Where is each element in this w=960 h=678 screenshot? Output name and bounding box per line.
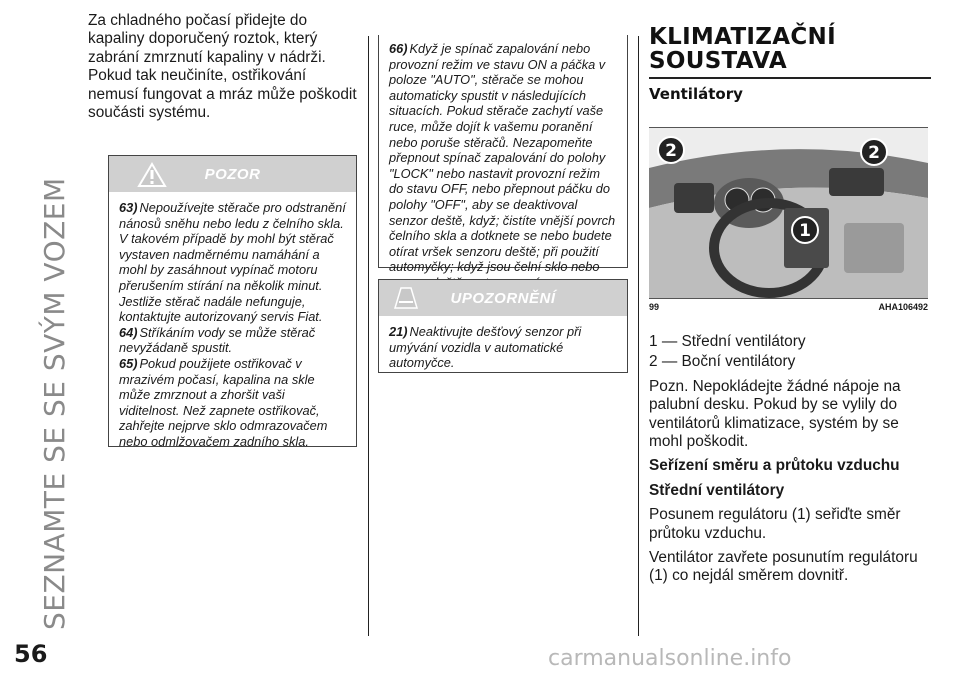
warning-item: 64) Stříkáním vody se může stěrač nevyžádaně spustit. xyxy=(119,324,316,356)
callout-2-left-icon xyxy=(657,136,685,164)
warning-box-body xyxy=(109,192,356,456)
subsection-title: Ventilátory xyxy=(649,85,743,103)
warning-item: 65) Pokud použijete ostřikovač v mrazivém počasí, kapalina na skle může zmrznout a zhoršit vaši viditelnost. Než zapnete ostřikovač, zahřejte nejprve sklo odmrazovačem nebo odmlžovačem zadního skla. xyxy=(119,355,328,449)
section-title-line-2: SOUSTAVA xyxy=(649,48,787,74)
note-box xyxy=(378,35,628,275)
intro-paragraph: Za chladného počasí přidejte do kapaliny doporučený roztok, který zabrání zmrznutí kapaliny v nádrži. Pokud tak neučiníte, ostřikování nemusí fungovat a mráz může poškodit součásti systému. xyxy=(88,12,357,122)
svg-text:1: 1 xyxy=(799,221,811,241)
warning-item: 63) Nepoužívejte stěrače pro odstranění nánosů sněhu nebo ledu z čelního skla. V takovém případě by mohl být stěrač vystaven nadměrnému namáhání a mohl by zasáhnout vypínač motoru přerušením stírání na několik minut. Jestliže stěrač nadále nefunguje, kontaktujte autorizovaný servis Fiat. xyxy=(119,200,346,325)
title-rule xyxy=(649,77,931,79)
column-3 xyxy=(649,25,931,103)
column-divider-1 xyxy=(368,36,369,636)
svg-text:2: 2 xyxy=(665,141,677,161)
note-item: 66) Když je spínač zapalování nebo provozní režim ve stavu ON a páčka v poloze "AUTO", stěrače se mohou automaticky spustit v následujících situacích. Pokud stěrače zachytí vaše ruce, může dojít k vašemu poranění nebo poruše stěračů. Nezapomeňte přepnout spínač zapalování do polohy "LOCK" nebo nastavit provozní režim do stavu OFF, nebo přepnout páčku do polohy "OFF", aby se deaktivoval senzor deště, když; čistíte vnější povrch čelního skla a dotknete se nebo budete otírat vršek senzoru deště; při použití automyčky; když jsou čelní sklo nebo xyxy=(389,41,616,275)
warning-box-title: POZOR xyxy=(204,165,261,183)
figure-caption xyxy=(649,302,928,312)
figure-code: AHA106492 xyxy=(878,302,928,312)
note-paragraph: Pozn. Nepokládejte žádné nápoje na palubní desku. Pokud by se vylily do ventilátorů klimatizace, systém by se mohl poškodit. xyxy=(649,377,901,451)
caution-item: 21) Neaktivujte dešťový senzor při umývání vozidla v automatické automyčce. xyxy=(389,324,582,371)
paragraph-adjust: Posunem regulátoru (1) seřiďte směr průtoku vzduchu. xyxy=(649,506,901,542)
page-number: 56 xyxy=(14,640,48,668)
section-side-title: SEZNAMTE SE SE SVÝM VOZEM xyxy=(38,177,71,630)
heading-airflow: Seřízení směru a průtoku vzduchu xyxy=(649,457,900,475)
callout-2-right-icon xyxy=(860,138,888,166)
list-item-2: 2 — Boční ventilátory xyxy=(649,353,796,371)
section-title-line-1: KLIMATIZAČNÍ xyxy=(649,24,836,50)
column-1 xyxy=(88,12,358,122)
column-3-text xyxy=(649,333,931,592)
caution-road-icon xyxy=(393,286,419,310)
paragraph-close: Ventilátor zavřete posunutím regulátoru (1) co nejdál směrem dovnitř. xyxy=(649,549,918,585)
column-divider-2 xyxy=(638,36,639,636)
caution-box xyxy=(378,279,628,373)
callout-1-icon xyxy=(791,216,819,244)
note-box-body xyxy=(379,35,627,297)
warning-box xyxy=(108,155,357,447)
warning-triangle-icon xyxy=(137,162,167,188)
dashboard-vents-figure xyxy=(649,127,928,299)
caution-box-title: UPOZORNĚNÍ xyxy=(450,289,556,307)
list-item-1: 1 — Střední ventilátory xyxy=(649,333,806,350)
heading-center-vents: Střední ventilátory xyxy=(649,481,785,499)
caution-box-body xyxy=(379,316,627,377)
warning-box-header xyxy=(109,156,356,192)
watermark: carmanualsonline.info xyxy=(548,646,792,671)
caution-box-header xyxy=(379,280,627,316)
svg-text:2: 2 xyxy=(868,143,880,163)
figure-number: 99 xyxy=(649,302,660,312)
